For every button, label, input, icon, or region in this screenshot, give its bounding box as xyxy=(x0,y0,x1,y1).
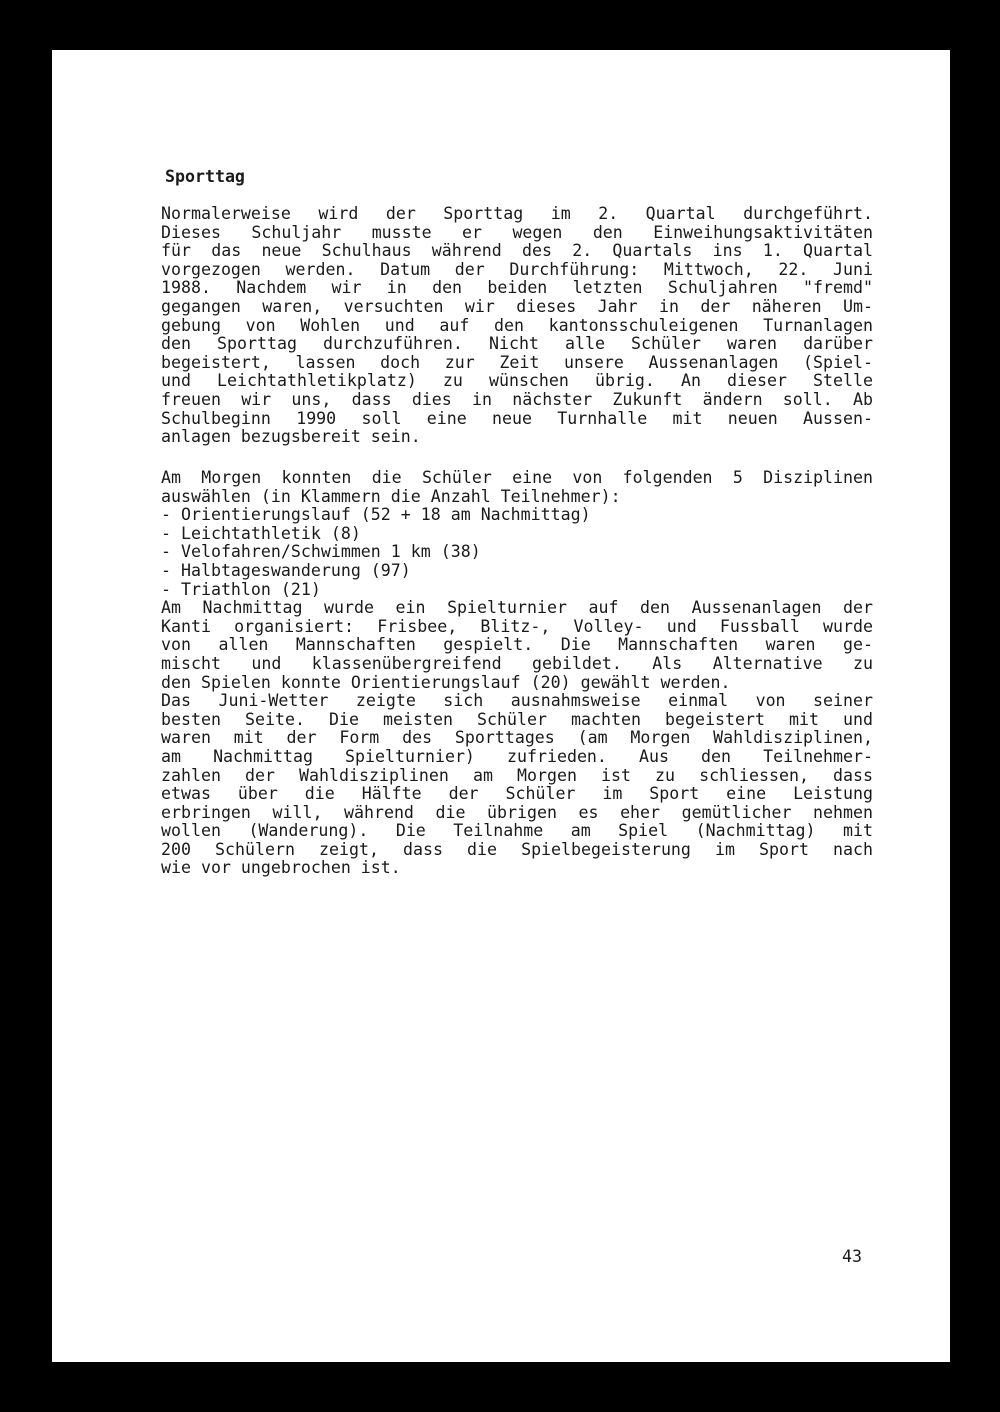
text-line: wie vor ungebrochen ist. xyxy=(161,858,401,878)
list-item: - Triathlon (21) xyxy=(161,579,321,599)
document-page xyxy=(52,50,950,1362)
text-line: besten Seite. Die meisten Schüler machten begeistert mit und xyxy=(161,710,873,729)
text-line: und Leichtathletikplatz) zu wünschen übrig. An dieser Stelle xyxy=(161,372,873,391)
text-line: zahlen der Wahldisziplinen am Morgen ist zu schliessen, dass xyxy=(161,766,873,785)
list-item: - Velofahren/Schwimmen 1 km (38) xyxy=(161,542,481,562)
text-line: wollen (Wanderung). Die Teilnahme am Spiel (Nachmittag) mit xyxy=(161,822,873,841)
paragraph-disziplinen xyxy=(161,469,873,878)
page-number: 43 xyxy=(842,1247,862,1266)
text-line: den Sporttag durchzuführen. Nicht alle Schüler waren darüber xyxy=(161,335,873,354)
list-item: - Orientierungslauf (52 + 18 am Nachmittag) xyxy=(161,505,591,525)
text-line: am Nachmittag Spielturnier) zufrieden. Aus den Teilnehmer- xyxy=(161,747,873,766)
text-line: etwas über die Hälfte der Schüler im Sport eine Leistung xyxy=(161,785,873,804)
text-line: freuen wir uns, dass dies in nächster Zukunft ändern soll. Ab xyxy=(161,390,873,409)
text-line: Am Nachmittag wurde ein Spielturnier auf den Aussenanlagen der xyxy=(161,599,873,618)
text-line: begeistert, lassen doch zur Zeit unsere Aussenanlagen (Spiel- xyxy=(161,353,873,372)
text-line: Kanti organisiert: Frisbee, Blitz-, Volley- und Fussball wurde xyxy=(161,617,873,636)
text-line: von allen Mannschaften gespielt. Die Mannschaften waren ge- xyxy=(161,636,873,655)
text-line: erbringen will, während die übrigen es eher gemütlicher nehmen xyxy=(161,803,873,822)
text-line: Am Morgen konnten die Schüler eine von folgenden 5 Disziplinen xyxy=(161,469,873,487)
text-line: für das neue Schulhaus während des 2. Quartals ins 1. Quartal xyxy=(161,242,873,261)
text-line: waren mit der Form des Sporttages (am Morgen Wahldisziplinen, xyxy=(161,729,873,748)
list-item: - Halbtageswanderung (97) xyxy=(161,560,411,580)
text-line: den Spielen konnte Orientierungslauf (20) gewählt werden. xyxy=(161,672,731,692)
text-line: 1988. Nachdem wir in den beiden letzten Schuljahren "fremd" xyxy=(161,279,873,298)
text-line: gegangen waren, versuchten wir dieses Jahr in der näheren Um- xyxy=(161,297,873,316)
list-item: - Leichtathletik (8) xyxy=(161,523,361,543)
text-line: gebung von Wohlen und auf den kantonsschuleigenen Turnanlagen xyxy=(161,316,873,335)
text-line: Normalerweise wird der Sporttag im 2. Quartal durchgeführt. xyxy=(161,205,873,223)
text-line: Das Juni-Wetter zeigte sich ausnahmsweise einmal von seiner xyxy=(161,692,873,711)
text-line: Dieses Schuljahr musste er wegen den Einweihungsaktivitäten xyxy=(161,223,873,242)
paragraph-sporttag-intro xyxy=(161,205,873,447)
text-line: anlagen bezugsbereit sein. xyxy=(161,427,421,447)
document-title: Sporttag xyxy=(165,167,245,186)
text-line: vorgezogen werden. Datum der Durchführung: Mittwoch, 22. Juni xyxy=(161,260,873,279)
text-line: Schulbeginn 1990 soll eine neue Turnhalle mit neuen Aussen- xyxy=(161,409,873,428)
text-line: mischt und klassenübergreifend gebildet. Als Alternative zu xyxy=(161,654,873,673)
text-line: 200 Schülern zeigt, dass die Spielbegeisterung im Sport nach xyxy=(161,840,873,859)
text-line: auswählen (in Klammern die Anzahl Teilnehmer): xyxy=(161,486,621,506)
